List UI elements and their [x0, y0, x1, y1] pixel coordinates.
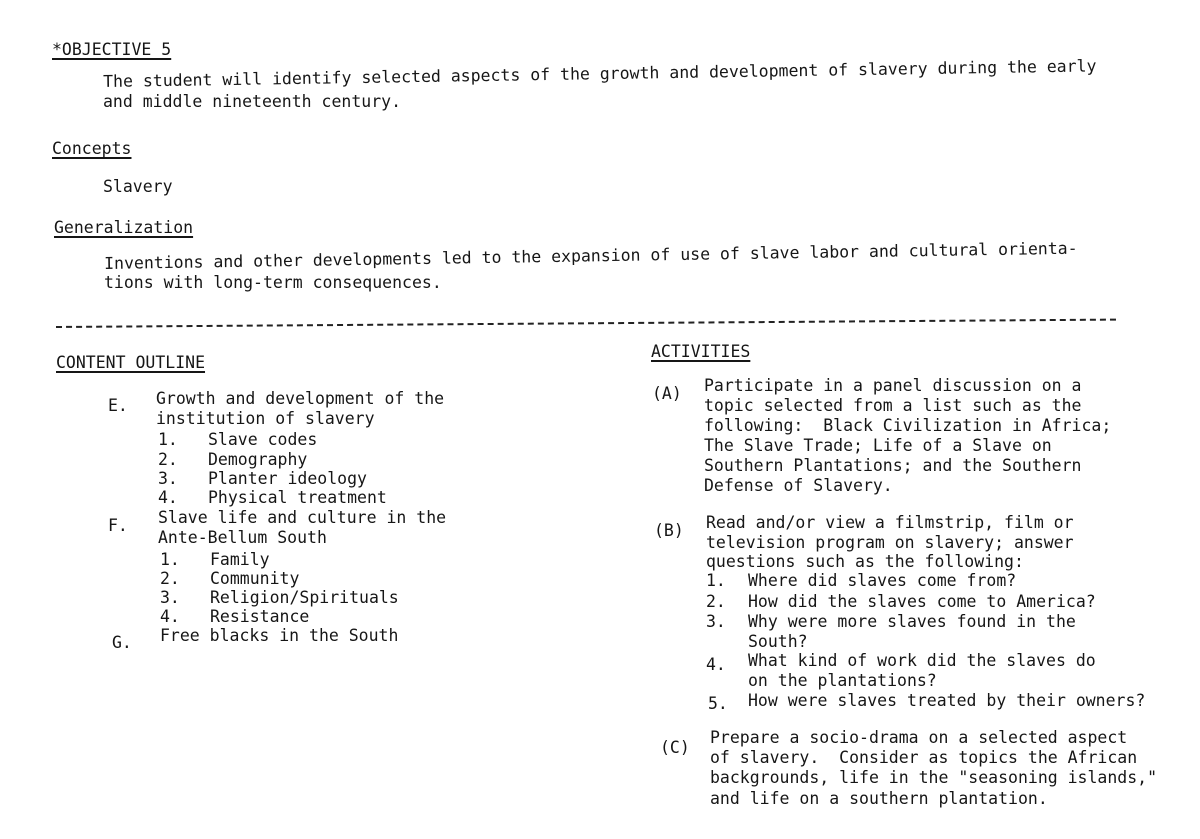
- outline-sub-number: 4.: [158, 488, 178, 507]
- outline-sub-text: Slave codes: [208, 430, 318, 449]
- question-text: How were slaves treated by their owners?: [748, 691, 1146, 710]
- outline-sub-text: Resistance: [210, 607, 310, 626]
- concepts-heading: Concepts: [52, 139, 132, 158]
- question-number: 3.: [706, 612, 726, 631]
- outline-sub-number: 3.: [158, 469, 178, 488]
- activity-text: and life on a southern plantation.: [710, 789, 1048, 808]
- outline-sub-number: 1.: [158, 430, 178, 449]
- activity-text: backgrounds, life in the "seasoning islands,": [710, 768, 1158, 787]
- outline-marker: F.: [108, 516, 128, 535]
- outline-sub-number: 1.: [160, 550, 180, 569]
- dashed-separator: [56, 319, 1116, 328]
- outline-sub-text: Religion/Spirituals: [210, 588, 399, 607]
- activity-text: Southern Plantations; and the Southern: [704, 456, 1082, 475]
- activity-text: Participate in a panel discussion on a: [704, 376, 1082, 395]
- question-text: on the plantations?: [748, 671, 937, 690]
- activity-text: The Slave Trade; Life of a Slave on: [704, 436, 1052, 455]
- objective-heading: *OBJECTIVE 5: [52, 40, 172, 59]
- outline-sub-text: Family: [210, 550, 270, 569]
- outline-sub-number: 2.: [160, 569, 180, 588]
- question-text: How did the slaves come to America?: [748, 592, 1096, 611]
- activity-marker: (C): [660, 738, 690, 757]
- outline-sub-number: 4.: [160, 607, 180, 626]
- outline-sub-text: Physical treatment: [208, 488, 387, 507]
- activity-marker: (B): [654, 521, 684, 540]
- outline-text: Ante-Bellum South: [158, 528, 327, 547]
- concepts-text: Slavery: [103, 177, 173, 196]
- activity-marker: (A): [652, 384, 682, 403]
- activity-text: of slavery. Consider as topics the African: [710, 748, 1138, 767]
- question-number: 2.: [706, 592, 726, 611]
- outline-text: Slave life and culture in the: [158, 508, 447, 527]
- objective-text-line-1: The student will identify selected aspects of the growth and development of slavery during the early: [103, 56, 1097, 91]
- objective-text-line-2: and middle nineteenth century.: [103, 92, 402, 111]
- outline-text: Growth and development of the: [156, 389, 445, 408]
- activity-text: Prepare a socio-drama on a selected aspect: [710, 728, 1128, 747]
- question-number: 1.: [706, 571, 726, 590]
- question-number: 4.: [706, 655, 726, 674]
- question-number: 5.: [708, 694, 728, 713]
- activity-text: questions such as the following:: [706, 552, 1024, 571]
- question-text: Why were more slaves found in the: [748, 612, 1076, 631]
- activity-text: topic selected from a list such as the: [704, 396, 1082, 415]
- content-outline-heading: CONTENT OUTLINE: [56, 353, 206, 372]
- outline-text: Free blacks in the South: [160, 626, 399, 645]
- generalization-text-line-2: tions with long-term consequences.: [104, 273, 442, 292]
- activity-text: Read and/or view a filmstrip, film or: [706, 513, 1074, 532]
- activity-text: Defense of Slavery.: [704, 476, 893, 495]
- outline-marker: G.: [112, 633, 132, 652]
- generalization-heading: Generalization: [54, 218, 194, 237]
- outline-sub-text: Community: [210, 569, 300, 588]
- activities-heading: ACTIVITIES: [651, 342, 751, 361]
- outline-sub-text: Demography: [208, 450, 308, 469]
- outline-sub-text: Planter ideology: [208, 469, 367, 488]
- outline-marker: E.: [108, 396, 128, 415]
- activity-text: television program on slavery; answer: [706, 533, 1074, 552]
- question-text: What kind of work did the slaves do: [748, 651, 1096, 670]
- question-text: Where did slaves come from?: [748, 571, 1017, 590]
- outline-sub-number: 3.: [160, 588, 180, 607]
- generalization-text-line-1: Inventions and other developments led to the expansion of use of slave labor and cultural orienta-: [104, 238, 1078, 273]
- activity-text: following: Black Civilization in Africa;: [704, 416, 1112, 435]
- outline-text: institution of slavery: [156, 409, 375, 428]
- question-text: South?: [748, 632, 808, 651]
- outline-sub-number: 2.: [158, 450, 178, 469]
